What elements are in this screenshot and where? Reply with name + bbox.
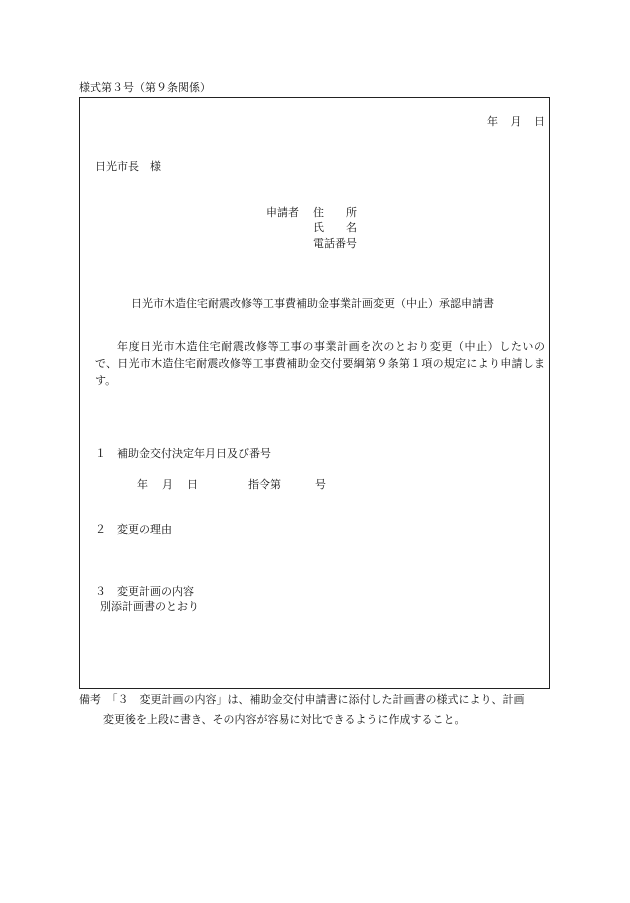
document-title: 日光市木造住宅耐震改修等工事費補助金事業計画変更（中止）承認申請書 [131,297,494,310]
note-line-1: 備考 「３ 変更計画の内容」は、補助金交付申請書に添付した計画書の様式により、計画 [79,693,525,706]
date-month: 月 [510,115,522,128]
date-line [487,115,546,128]
body-paragraph: 年度日光市木造住宅耐震改修等工事の事業計画を次のとおり変更（中止）したいので、日光市木造住宅耐震改修等工事費補助金交付要綱第９条第１項の規定により申請します。 [95,340,545,387]
item1-month: 月 [162,478,173,491]
applicant-address-label: 住 所 [313,206,357,219]
date-day: 日 [534,115,546,128]
item3-heading: ３ 変更計画の内容 [95,585,194,598]
applicant-name-label: 氏 名 [313,221,357,234]
applicant-label: 申請者 [266,206,299,219]
form-number-label: 様式第３号（第９条関係） [79,81,211,94]
item2-heading: ２ 変更の理由 [95,523,172,536]
item3-value: 別添計画書のとおり [100,600,199,613]
item1-day: 日 [187,478,198,491]
item1-order-label: 指令第 [248,478,281,491]
addressee: 日光市長 様 [95,160,161,173]
item1-year: 年 [137,478,148,491]
item1-number-suffix: 号 [315,478,326,491]
item1-detail [137,478,326,491]
applicant-phone-label: 電話番号 [313,237,357,250]
item1-heading: １ 補助金交付決定年月日及び番号 [95,447,271,460]
date-year: 年 [487,115,499,128]
note-line-2: 変更後を上段に書き、その内容が容易に対比できるように作成すること。 [103,713,466,726]
